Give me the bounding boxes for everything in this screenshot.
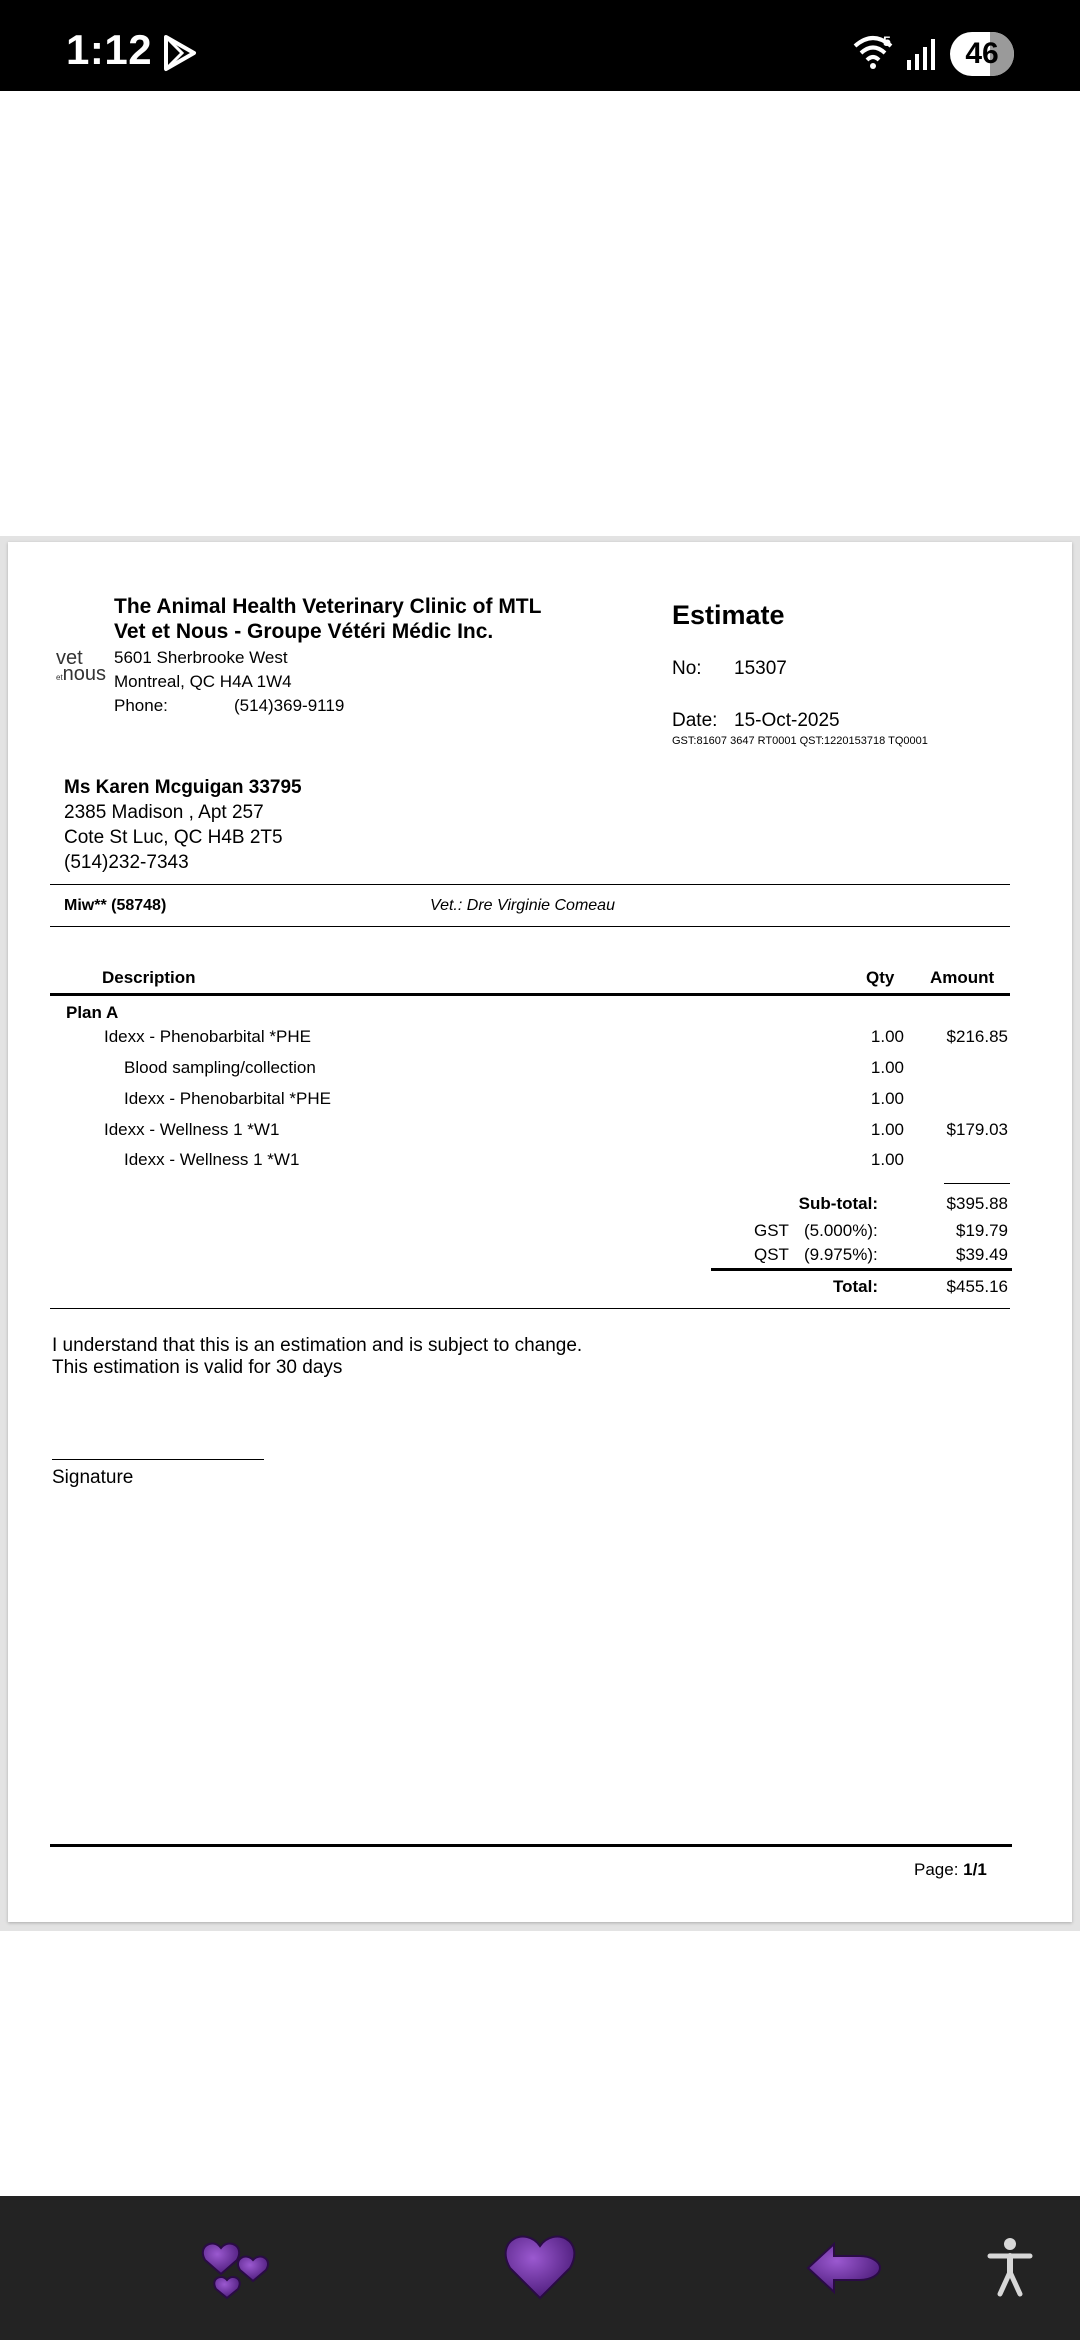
- patient-name: Miw** (58748): [64, 897, 167, 914]
- back-arrow-icon[interactable]: [800, 2196, 890, 2340]
- divider: [50, 926, 1010, 927]
- total-value: $455.16: [946, 1277, 1008, 1296]
- disclaimer-line-1: I understand that this is an estimation and is subject to change.: [52, 1335, 583, 1356]
- estimate-title: Estimate: [672, 600, 785, 630]
- logo-text-vet: vet: [56, 647, 83, 669]
- clinic-address-2: Montreal, QC H4A 1W4: [114, 672, 292, 691]
- bottom-nav-bar: [0, 2196, 1080, 2340]
- gst-value: $19.79: [956, 1221, 1008, 1240]
- table-row-description: Idexx - Wellness 1 *W1: [104, 1120, 280, 1139]
- signature-label: Signature: [52, 1467, 134, 1488]
- plan-label: Plan A: [66, 1003, 119, 1022]
- client-name: Ms Karen Mcguigan 33795: [64, 777, 302, 798]
- logo-text-nous: nous: [62, 663, 107, 685]
- table-row-description: Idexx - Wellness 1 *W1: [124, 1150, 300, 1169]
- total-label: Total:: [832, 1277, 878, 1296]
- clinic-phone[interactable]: (514)369-9119: [234, 696, 345, 715]
- vet-name: Vet.: Dre Virginie Comeau: [430, 897, 615, 914]
- client-phone: (514)232-7343: [64, 852, 189, 873]
- table-row-description: Idexx - Phenobarbital *PHE: [104, 1027, 311, 1046]
- col-header-amount: Amount: [930, 968, 995, 987]
- table-row-qty: 1.00: [870, 1150, 904, 1169]
- estimate-no: 15307: [734, 658, 787, 679]
- qst-value: $39.49: [956, 1245, 1008, 1264]
- play-store-icon: [160, 34, 198, 72]
- table-row-description: Idexx - Phenobarbital *PHE: [124, 1089, 331, 1108]
- heart-icon[interactable]: [498, 2196, 584, 2340]
- col-header-description: Description: [102, 968, 196, 987]
- disclaimer-line-2: This estimation is valid for 30 days: [52, 1357, 343, 1378]
- subtotal-label: Sub-total:: [798, 1194, 878, 1213]
- signature-line: [52, 1459, 264, 1460]
- battery-icon: [950, 32, 1014, 76]
- tax-ids: GST:81607 3647 RT0001 QST:1220153718 TQ0001: [672, 735, 928, 747]
- table-row-amount: $216.85: [946, 1027, 1008, 1046]
- battery-level: 46: [965, 37, 999, 70]
- gst-label: GST: [754, 1221, 789, 1240]
- accessibility-icon[interactable]: [982, 2196, 1038, 2340]
- divider: [50, 884, 1010, 885]
- table-row-qty: 1.00: [870, 1120, 904, 1139]
- table-header-rule: [50, 993, 1010, 996]
- logo-text-et: et: [56, 673, 63, 682]
- subtotal-rule: [944, 1183, 1010, 1184]
- clinic-legal-name: Vet et Nous - Groupe Vétéri Médic Inc.: [114, 620, 494, 643]
- client-address-1: 2385 Madison , Apt 257: [64, 802, 264, 823]
- footer-rule: [50, 1844, 1012, 1847]
- signal-icon: [905, 36, 941, 70]
- hearts-icon[interactable]: [195, 2196, 285, 2340]
- page-frame: [0, 536, 1080, 1931]
- client-address-2: Cote St Luc, QC H4B 2T5: [64, 827, 283, 848]
- clinic-name: The Animal Health Veterinary Clinic of MTL: [114, 595, 542, 618]
- table-row-qty: 1.00: [870, 1027, 904, 1046]
- page-number: [914, 1860, 987, 1880]
- estimate-date: 15-Oct-2025: [734, 710, 840, 731]
- divider: [50, 1308, 1010, 1309]
- qst-rate: (9.975%):: [804, 1245, 878, 1264]
- page-value: 1/1: [963, 1860, 987, 1879]
- document-viewer[interactable]: [0, 91, 1080, 2196]
- col-header-qty: Qty: [866, 968, 895, 987]
- table-row-qty: 1.00: [870, 1058, 904, 1077]
- estimate-no-label: No:: [672, 658, 702, 679]
- table-row-description: Blood sampling/collection: [124, 1058, 316, 1077]
- table-row-amount: $179.03: [946, 1120, 1008, 1139]
- clinic-phone-label: Phone:: [114, 696, 168, 715]
- subtotal-value: $395.88: [946, 1194, 1008, 1213]
- clinic-logo: [56, 649, 106, 687]
- total-rule: [711, 1268, 1012, 1271]
- gst-rate: (5.000%):: [804, 1221, 878, 1240]
- qst-label: QST: [754, 1245, 789, 1264]
- status-time: 1:12: [66, 26, 153, 73]
- status-bar: [0, 0, 1080, 91]
- estimate-page: [8, 542, 1072, 1922]
- clinic-address-1: 5601 Sherbrooke West: [114, 648, 288, 667]
- estimate-date-label: Date:: [672, 710, 718, 731]
- wifi-label: 5: [883, 34, 891, 49]
- page-label: Page:: [914, 1860, 959, 1879]
- table-row-qty: 1.00: [870, 1089, 904, 1108]
- wifi-icon: [853, 34, 899, 70]
